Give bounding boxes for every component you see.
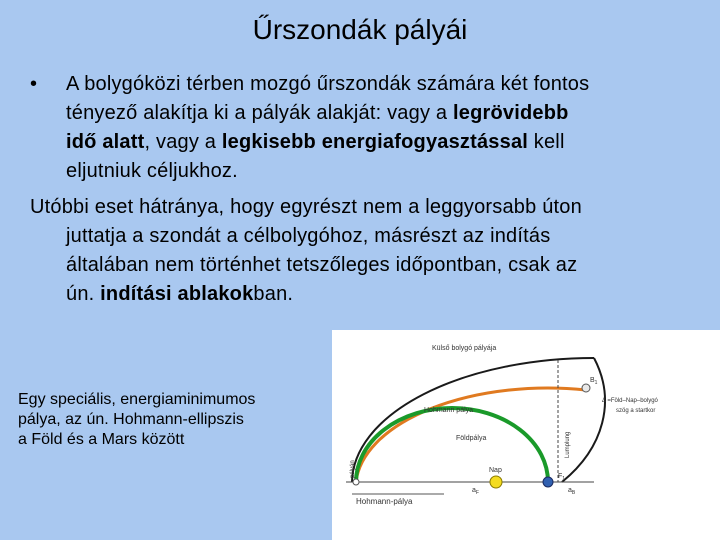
planet-b1-icon: [582, 384, 590, 392]
outer-orbit-label: Külső bolygó pályája: [432, 345, 497, 352]
outer-orbit-tail: [562, 358, 605, 482]
caption-line3: a Föld és a Mars között: [18, 431, 185, 448]
slide-title: Űrszondák pályái: [252, 14, 468, 45]
caption-line1: Egy speciális, energiaminimumos: [18, 391, 256, 408]
hohmann-diagram-svg: [332, 330, 720, 540]
af-label: $a_F$: [472, 487, 479, 496]
paragraph-drawbacks: [30, 193, 690, 309]
earth-orbit-label: Földpálya: [456, 435, 487, 442]
left-label: pályán: [350, 460, 356, 478]
legend-line2: szög a startkor: [616, 408, 656, 414]
p2-line4a: ún.: [66, 283, 101, 305]
p1-line3b: , vagy a: [144, 131, 222, 153]
p2-line2: juttatja a szondát a célbolygóhoz, másrészt az indítás: [66, 225, 551, 247]
p1-line3c: legkisebb energiafogyasztással: [221, 131, 529, 153]
hohmann-diagram: [332, 330, 720, 540]
p1-line2b: legrövidebb: [453, 102, 569, 124]
p1-line3a: idő alatt: [66, 131, 145, 153]
p1-line4: eljutniuk céljukhoz.: [66, 160, 238, 182]
paragraph-goals: [30, 70, 690, 186]
p2-line4c: ban.: [253, 283, 294, 305]
ab-label: $a_B$: [568, 487, 576, 496]
p1-line3d: kell: [528, 131, 565, 153]
legend-line1: Δ =Föld–Nap–bolygó: [602, 398, 658, 404]
earth-icon: [543, 477, 553, 487]
p1-line2a: tényező alakítja ki a pályák alakját: vagy a: [66, 102, 453, 124]
p2-line3: általában nem történhet tetszőleges időpontban, csak az: [66, 254, 578, 276]
sun-icon: [490, 476, 502, 488]
f1-label: $F_1$: [558, 473, 566, 482]
b1-label: $B_1$: [590, 377, 598, 386]
figure-caption: [18, 390, 328, 450]
caption-line2: pálya, az ún. Hohmann-ellipszis: [18, 411, 244, 428]
bullet: •: [30, 73, 38, 95]
p2-line4b: indítási ablakok: [100, 283, 254, 305]
p1-line1: A bolygóközi térben mozgó űrszondák számára két fontos: [66, 73, 590, 95]
p2-line1: Utóbbi eset hátránya, hogy egyrészt nem a leggyorsabb úton: [30, 196, 582, 218]
hohmann-label: Hohmann pálya: [424, 407, 474, 414]
bottom-label: Hohmann-pálya: [356, 497, 413, 506]
start-point-icon: [353, 479, 359, 485]
outer-side-label: Lumplung: [565, 431, 571, 458]
sun-label: Nap: [489, 467, 502, 474]
